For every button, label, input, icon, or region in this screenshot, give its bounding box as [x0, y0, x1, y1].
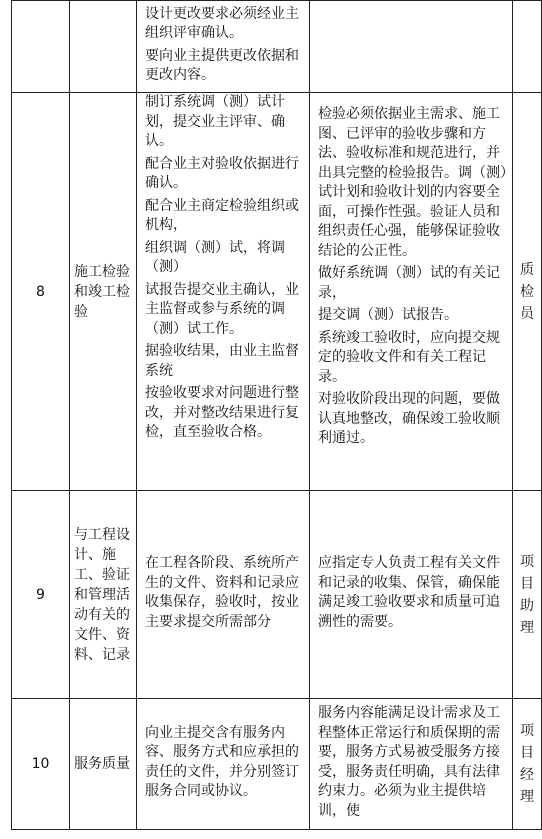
task-cell [137, 1, 310, 93]
task-cell [137, 699, 310, 830]
task-line: 要向业主提供更改依据和更改内容。 [145, 47, 299, 83]
task-line: 设计更改要求必须经业主组织评审确认。 [145, 5, 299, 41]
task-line: 配合业主商定检验组织或机构， [145, 197, 299, 233]
requirement-line: 应指定专人负责工程有关文件和记录的收集、保管，确保能满足竣工验收要求和质量可追溯性的需要。 [318, 555, 500, 630]
row-number [12, 1, 70, 93]
requirement-cell [310, 491, 513, 699]
item-name [70, 1, 137, 93]
requirement-cell [310, 699, 513, 830]
task-line: 在工程各阶段、系统所产生的文件、资料和记录应收集保存，验收时，按业主要求提交所需部分 [145, 555, 299, 630]
requirement-line: 提交调（测）试报告。 [318, 307, 458, 323]
role-cell [513, 699, 542, 830]
table-row [12, 93, 542, 491]
row-number: 10 [12, 699, 70, 830]
requirement-line: 系统竣工验收时，应向提交规定的验收文件和有关工程记录。 [318, 329, 500, 385]
item-name: 与工程设计、施工、验证和管理活动有关的文件、资料、记录 [70, 491, 137, 699]
requirement-cell [310, 1, 513, 93]
role-cell [513, 491, 542, 699]
task-line: 组织调（测）试，将调（测） [145, 239, 285, 275]
row-number: 8 [12, 93, 70, 491]
requirement-line: 服务内容能满足设计需求及工程整体正常运行和质保期的需要，服务方式易被受服务方接受，服务责任明确，具有法律约束力。必须为业主提供培训，使 [318, 705, 500, 819]
task-line: 制订系统调（测）试计划，提交业主评审、确认。 [145, 94, 285, 149]
role-cell [513, 1, 542, 93]
task-line: 据验收结果，由业主监督系统 [145, 343, 299, 379]
role-label: 项目助理 [520, 553, 534, 636]
table-row [12, 699, 542, 830]
requirement-cell [310, 93, 513, 491]
role-label: 项目经理 [520, 723, 534, 805]
requirement-line: 对验收阶段出现的问题，要做认真地整改，确保竣工验收顺利通过。 [318, 391, 500, 446]
task-line: 按验收要求对问题进行整改，并对整改结果进行复检，直至验收合格。 [145, 385, 299, 440]
work-quality-table [11, 0, 542, 830]
table-row [12, 1, 542, 93]
task-line: 试报告提交业主确认，业主监督或参与系统的调（测）试工作。 [145, 281, 299, 337]
role-label: 质检员 [520, 261, 534, 322]
table-row [12, 491, 542, 699]
role-cell [513, 93, 542, 491]
task-line: 配合业主对验收依据进行确认。 [145, 155, 299, 191]
task-cell [137, 491, 310, 699]
requirement-line: 检验必须依据业主需求、施工图、已评审的验收步骤和方法、验收标准和规范进行，并出具完整的检验报告。调（测）试计划和验收计划的内容要全面，可操作性强。验证人员和组织责任心强，能够保证验收结论的公正性。 [318, 106, 507, 259]
item-name: 服务质量 [70, 699, 137, 830]
item-name: 施工检验和竣工检验 [70, 93, 137, 491]
row-number: 9 [12, 491, 70, 699]
task-cell [137, 93, 310, 491]
task-line: 向业主提交含有服务内容、服务方式和应承担的责任的文件，并分别签订服务合同或协议。 [145, 724, 299, 799]
requirement-line: 做好系统调（测）试的有关记录， [318, 265, 500, 301]
